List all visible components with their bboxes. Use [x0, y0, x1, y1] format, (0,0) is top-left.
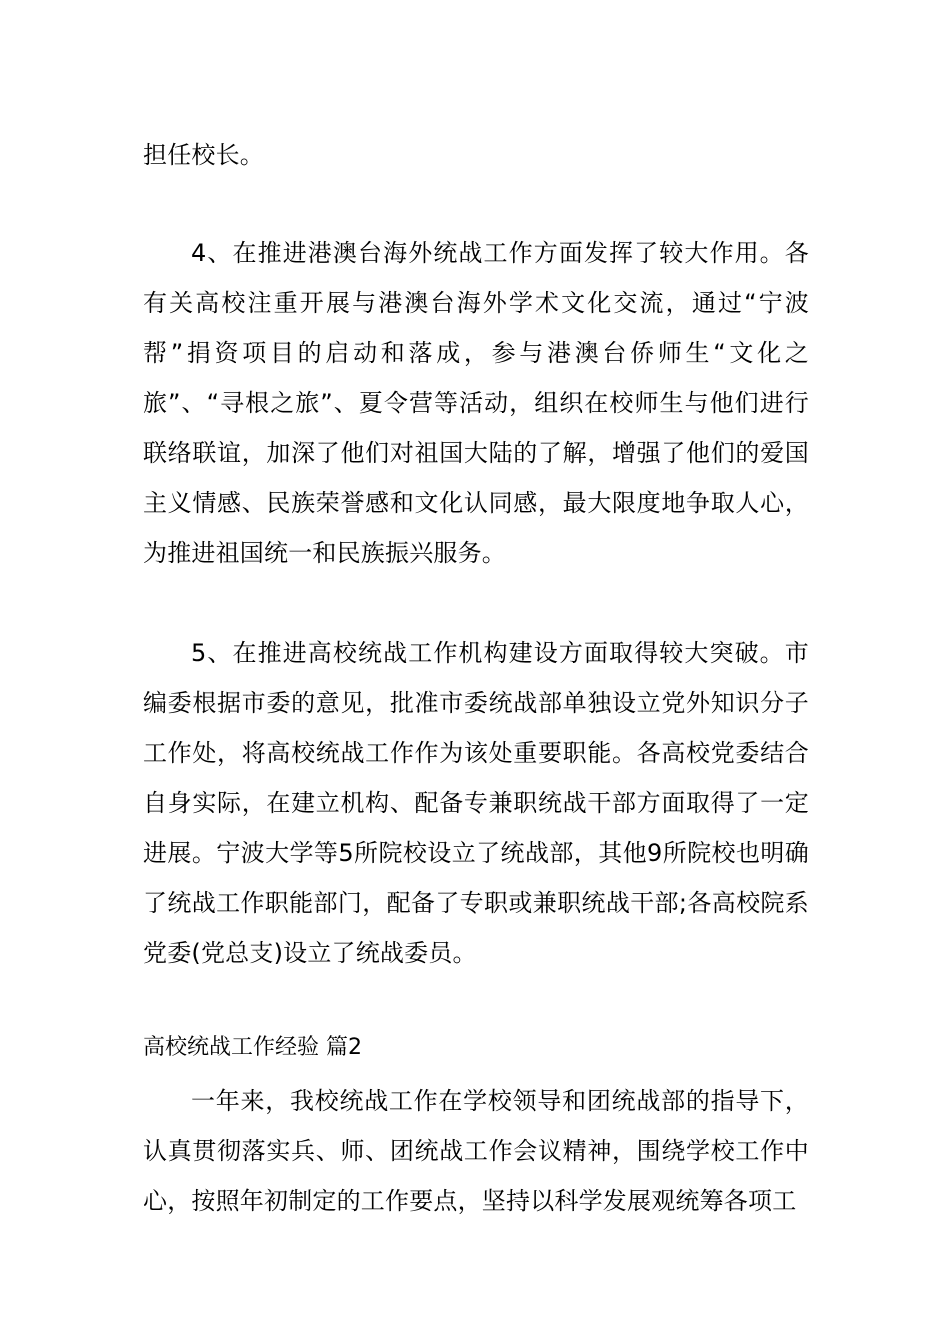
section-paragraph: 一年来，我校统战工作在学校领导和团统战部的指导下，认真贯彻落实兵、师、团统战工作会议精神，围绕学校工作中心，按照年初制定的工作要点，坚持以科学发展观统筹各项工 [143, 1087, 809, 1215]
section-heading: 高校统战工作经验 篇2 [143, 1035, 362, 1060]
paragraph-item-5: 5、在推进高校统战工作机构建设方面取得较大突破。市编委根据市委的意见，批准市委统战部单独设立党外知识分子工作处，将高校统战工作作为该处重要职能。各高校党委结合自身实际，在建立机构、配备专兼职统战干部方面取得了一定进展。宁波大学等5所院校设立了统战部，其他9所院校也明确了统战工作职能部门，配备了专职或兼职统战干部;各高校院系党委(党总支)设立了统战委员。 [143, 639, 809, 967]
paragraph-continuation: 担任校长。 [143, 141, 264, 169]
paragraph-item-4: 4、在推进港澳台海外统战工作方面发挥了较大作用。各有关高校注重开展与港澳台海外学术文化交流，通过“宁波帮”捐资项目的启动和落成，参与港澳台侨师生“文化之旅”、“寻根之旅”、夏令营等活动，组织在校师生与他们进行联络联谊，加深了他们对祖国大陆的了解，增强了他们的爱国主义情感、民族荣誉感和文化认同感，最大限度地争取人心，为推进祖国统一和民族振兴服务。 [143, 239, 809, 567]
